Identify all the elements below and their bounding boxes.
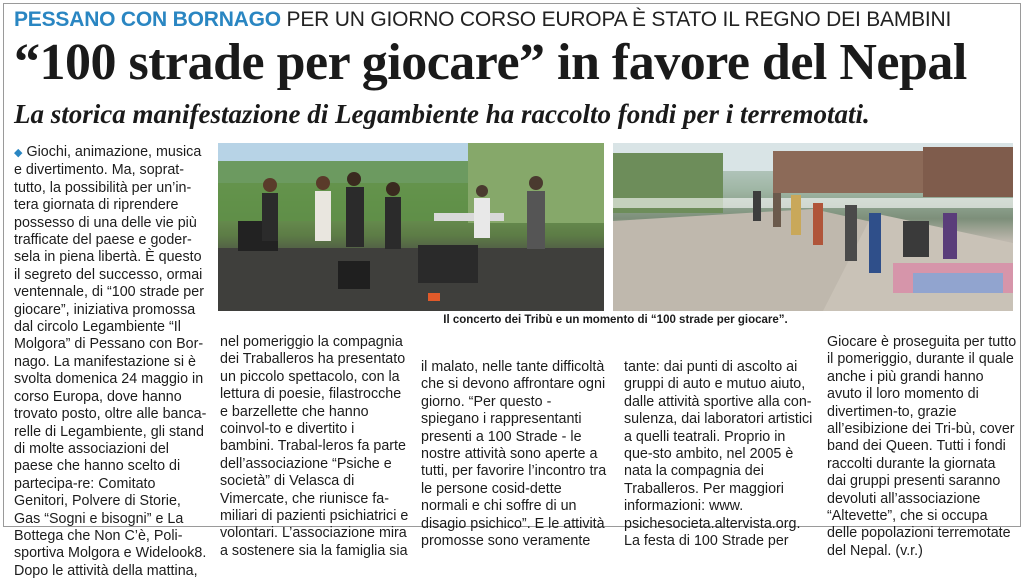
column-3-text: il malato, nelle tante difficoltà che si devono affrontare ogni giorno. “Per questo - spiegano i rappresentanti presenti a 100 Strade - le nostre attività sono aperte a tutti, per favorire l’incontro tra le persone cosid-dette normali e chi soffre di un disagio psichico”. E le attività promosse sono veramente — [421, 359, 607, 550]
diamond-bullet-icon: ◆ — [14, 147, 23, 159]
kicker — [14, 8, 951, 32]
photo-caption: Il concerto dei Tribù e un momento di “100 strade per giocare”. — [443, 314, 788, 326]
article-column-5 — [827, 334, 1017, 560]
column-4-text: tante: dai punti di ascolto ai gruppi di auto e mutuo aiuto, dalle attività sportive alla con-sulenza, dai laboratori artistici a quelli teatrali. Proprio in que-sto ambito, nel 2005 è nata la compagnia dei Traballeros. Per maggiori informazioni: www. psichesocieta.altervista.org. La festa di 100 Strade per — [624, 359, 813, 550]
column-5-text: Giocare è proseguita per tutto il pomeriggio, durante il quale anche i più grandi hanno avuto il loro momento di divertimen-to, grazie all’esibizione dei Tri-bù, cover band dei Queen. Tutti i fondi raccolti durante la giornata dai gruppi presenti saranno devoluti all’associazione “Altevette”, che si occupa delle popolazioni terremotate del Nepal. (v.r.) — [827, 334, 1017, 559]
column-1-text: Giochi, animazione, musica e divertimento. Ma, soprat-tutto, la possibilità per un’in-tera giornata di riprendere possesso di una delle vie più trafficate del paese e goder-sela in piena libertà. È questo il segreto del successo, ormai ventennale, di “100 strade per giocare”, iniziativa promossa dal circolo Legambiente “Il Molgora” di Pessano con Bor-nago. La manifestazione si è svolta domenica 24 maggio in corso Europa, dove hanno trovato posto, oltre alle banca-relle di Legambiente, gli stand di molte associazioni del paese che hanno scelto di partecipa-re: Comitato Genitori, Polvere di Storie, Gas “Sogni e bisogni” e La Bottega che Non C’è, Poli-sportiva Molgora e Widelook8. Dopo le attività della mattina, — [14, 144, 207, 579]
street-festival-photo — [613, 143, 1013, 311]
column-2-text: nel pomeriggio la compagnia dei Traballeros ha presentato un piccolo spettacolo, con la lettura di poesie, filastrocche e barzellette che hanno coinvol-to e divertito i bambini. Trabal-leros fa parte dell’associazione “Psiche e società” di Velasca di Vimercate, che riunisce fa-miliari di pazienti psichiatrici e volontari. L’associazione mira a sostenere sia la famiglia sia — [220, 334, 409, 559]
headline: “100 strade per giocare” in favore del Nepal — [14, 34, 967, 91]
concert-photo — [218, 143, 604, 311]
article-column-1 — [14, 144, 208, 580]
article-column-3 — [421, 359, 611, 550]
kicker-place: PESSANO CON BORNAGO — [14, 8, 281, 31]
article-column-4 — [624, 359, 814, 550]
article-column-2 — [220, 334, 410, 560]
deck: La storica manifestazione di Legambiente ha raccolto fondi per i terremotati. — [14, 99, 870, 129]
kicker-text: PER UN GIORNO CORSO EUROPA È STATO IL REGNO DEI BAMBINI — [286, 8, 952, 31]
